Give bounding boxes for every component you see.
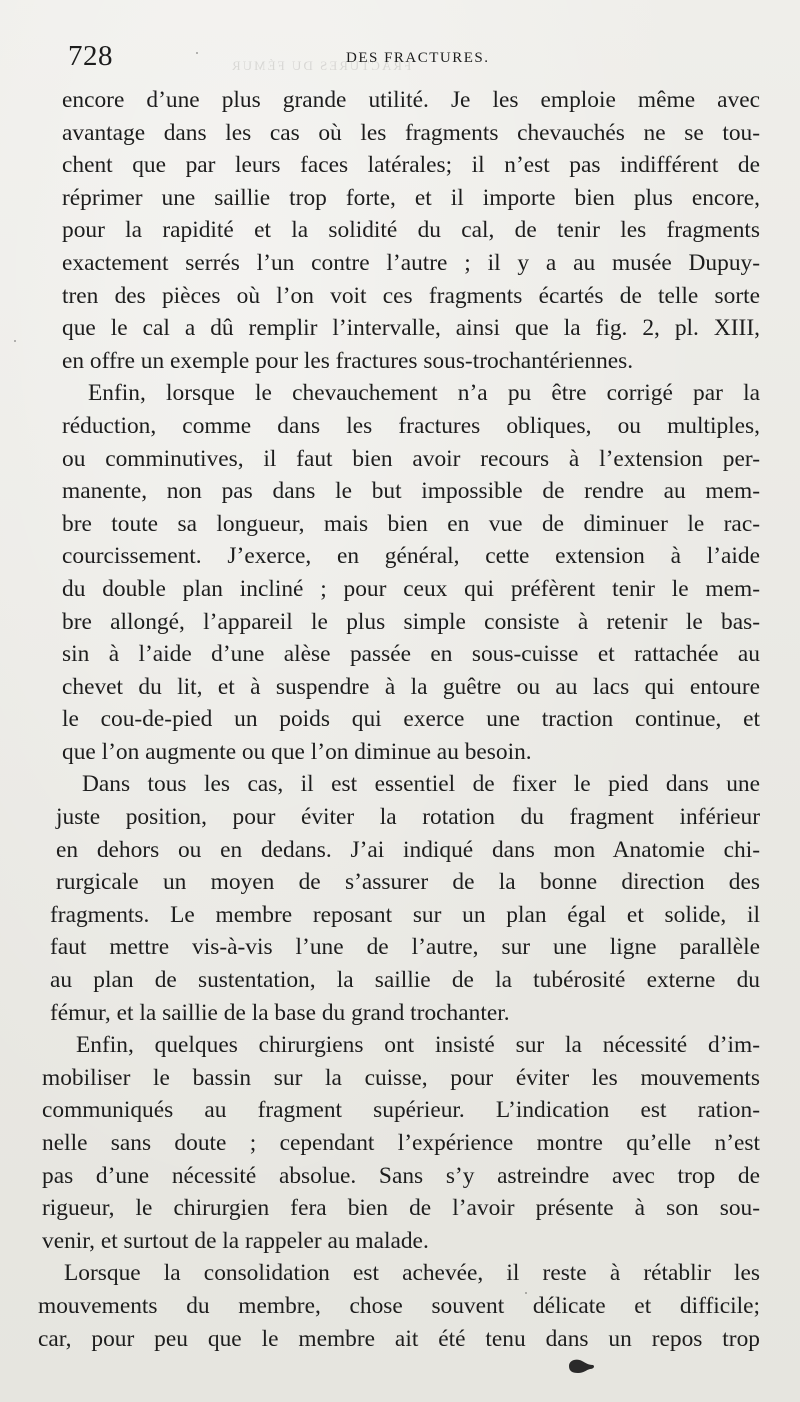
text-line: ou comminutives, il faut bien avoir recours à l’extension per- xyxy=(62,445,760,472)
text-line: mobiliser le bassin sur la cuisse, pour éviter les mouvements xyxy=(42,1064,760,1091)
paper-speck xyxy=(14,340,16,342)
text-line: réprimer une saillie trop forte, et il importe bien plus encore, xyxy=(62,184,760,211)
page-number: 728 xyxy=(68,40,113,72)
text-line: exactement serrés l’un contre l’autre ; il y a au musée Dupuy- xyxy=(62,249,760,276)
show-through-text: FRACTURES DU FÉMUR xyxy=(230,58,412,73)
text-line: en offre un exemple pour les fractures sous-trochantériennes. xyxy=(62,347,634,374)
text-line: le cou-de-pied un poids qui exerce une traction continue, et xyxy=(62,706,760,733)
text-line: nelle sans doute ; cependant l’expérience montre qu’elle n’est xyxy=(42,1130,760,1156)
paper-speck xyxy=(196,52,198,54)
text-line: faut mettre vis-à-vis l’une de l’autre, sur une ligne parallèle xyxy=(50,934,760,961)
text-line: au plan de sustentation, la saillie de la tubérosité externe du xyxy=(50,967,760,994)
page-header xyxy=(68,40,760,76)
text-line: pour la rapidité et la solidité du cal, de tenir les fragments xyxy=(62,217,760,244)
paragraph-start-line: Enfin, lorsque le chevauchement n’a pu être corrigé par la xyxy=(88,380,760,407)
text-line: que l’on augmente ou que l’on diminue au besoin. xyxy=(62,738,532,765)
text-line: mouvements du membre, chose souvent délicate et difficile; xyxy=(38,1292,760,1319)
text-line: encore d’une plus grande utilité. Je les emploie même avec xyxy=(62,87,760,113)
paper-speck xyxy=(525,1292,527,1294)
text-line: bre toute sa longueur, mais bien en vue de diminuer le rac- xyxy=(62,510,760,537)
text-line: juste position, pour éviter la rotation du fragment inférieur xyxy=(56,804,760,831)
text-line: en dehors ou en dedans. J’ai indiqué dans mon Anatomie chi- xyxy=(56,836,760,863)
text-line: rigueur, le chirurgien fera bien de l’avoir présente à son sou- xyxy=(42,1195,760,1222)
paragraph-start-line: Dans tous les cas, il est essentiel de fixer le pied dans une xyxy=(82,771,760,798)
text-line: du double plan incliné ; pour ceux qui préfèrent tenir le mem- xyxy=(62,575,760,602)
text-line: sin à l’aide d’une alèse passée en sous-cuisse et rattachée au xyxy=(62,641,760,668)
text-line: que le cal a dû remplir l’intervalle, ainsi que la fig. 2, pl. XIII, xyxy=(62,315,760,342)
text-line: bre allongé, l’appareil le plus simple consiste à retenir le bas- xyxy=(62,608,760,635)
text-line: pas d’une nécessité absolue. Sans s’y astreindre avec trop de xyxy=(42,1162,760,1189)
text-line: chevet du lit, et à suspendre à la guêtre ou au lacs qui entoure xyxy=(62,673,760,700)
text-line: chent que par leurs faces latérales; il n’est pas indifférent de xyxy=(62,152,760,179)
text-line: courcissement. J’exerce, en général, cette extension à l’aide xyxy=(62,543,760,570)
paragraph-start-line: Lorsque la consolidation est achevée, il reste à rétablir les xyxy=(64,1260,760,1287)
text-line: tren des pièces où l’on voit ces fragments écartés de telle sorte xyxy=(62,282,760,309)
text-line: réduction, comme dans les fractures obliques, ou multiples, xyxy=(62,412,760,439)
text-line: rurgicale un moyen de s’assurer de la bonne direction des xyxy=(56,869,760,896)
running-title: DES FRACTURES. xyxy=(346,50,490,66)
ink-blot xyxy=(566,1357,596,1375)
text-line: venir, et surtout de la rappeler au malade. xyxy=(42,1227,429,1254)
text-line: fémur, et la saillie de la base du grand trochanter. xyxy=(50,999,510,1026)
text-line: manente, non pas dans le but impossible de rendre au mem- xyxy=(62,478,760,505)
text-line: communiqués au fragment supérieur. L’indication est ration- xyxy=(42,1097,760,1124)
paragraph-start-line: Enfin, quelques chirurgiens ont insisté sur la nécessité d’im- xyxy=(76,1032,760,1059)
text-line: avantage dans les cas où les fragments chevauchés ne se tou- xyxy=(62,119,760,146)
text-line: fragments. Le membre reposant sur un plan égal et solide, il xyxy=(50,901,760,928)
body-text xyxy=(38,84,760,1355)
text-line: car, pour peu que le membre ait été tenu dans un repos trop xyxy=(38,1325,760,1352)
